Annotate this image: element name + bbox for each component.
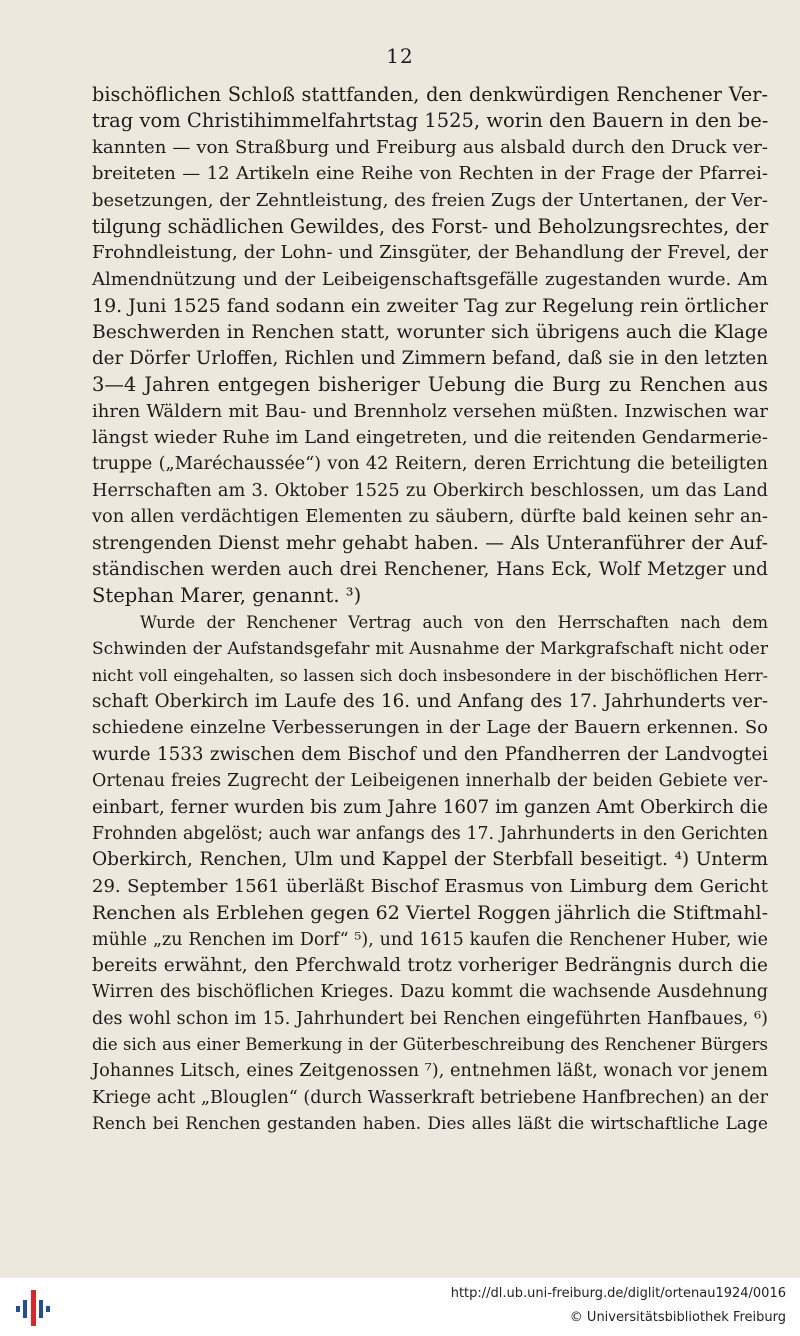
text-line: ihren Wäldern mit Bau- und Brennholz versehen müßten. Inzwischen war <box>92 400 768 422</box>
text-line: Almendnützung und der Leibeigenschaftsgefälle zugestanden wurde. Am <box>92 268 768 290</box>
text-line: einbart, ferner wurden bis zum Jahre 1607 im ganzen Amt Oberkirch die <box>92 796 768 818</box>
text-line: trag vom Christihimmelfahrtstag 1525, worin den Bauern in den be- <box>92 109 769 133</box>
text-line: kannten — von Straßburg und Freiburg aus alsbald durch den Druck ver- <box>92 136 768 158</box>
text-line: Kriege acht „Blouglen“ (durch Wasserkraft betriebene Hanfbrechen) an der <box>92 1087 768 1108</box>
text-line: Johannes Litsch, eines Zeitgenossen ⁷), entnehmen läßt, wonach vor jenem <box>92 1061 768 1082</box>
source-url-link[interactable]: http://dl.ub.uni-freiburg.de/diglit/ortenau1924/0016 <box>450 1286 786 1301</box>
text-line: breiteten — 12 Artikeln eine Reihe von Rechten in der Frage der Pfarrei- <box>92 163 768 185</box>
text-line: Frohndleistung, der Lohn- und Zinsgüter, der Behandlung der Frevel, der <box>92 242 768 264</box>
text-line: truppe („Maréchaussée“) von 42 Reitern, deren Errichtung die beteiligten <box>92 454 768 475</box>
text-line: tilgung schädlichen Gewildes, des Forst- und Beholzungsrechtes, der <box>92 214 769 238</box>
text-line: besetzungen, der Zehntleistung, des freien Zugs der Untertanen, der Ver- <box>92 189 768 211</box>
text-line: schiedene einzelne Verbesserungen in der Lage der Bauern erkennen. So <box>92 717 768 739</box>
text-line: 29. September 1561 überläßt Bischof Erasmus von Limburg dem Gericht <box>92 875 768 897</box>
text-line: bischöflichen Schloß stattfanden, den denkwürdigen Renchener Ver- <box>92 83 768 106</box>
library-footer <box>0 1278 800 1336</box>
text-line: die sich aus einer Bemerkung in der Güterbeschreibung des Renchener Bürgers <box>92 1035 768 1055</box>
text-line: Wirren des bischöflichen Krieges. Dazu kommt die wachsende Ausdehnung <box>92 982 768 1003</box>
text-line: 3—4 Jahren entgegen bisheriger Uebung die Burg zu Renchen aus <box>92 373 768 397</box>
text-line: Ortenau freies Zugrecht der Leibeigenen innerhalb der beiden Gebiete ver- <box>92 771 768 792</box>
body-text <box>92 82 768 1138</box>
text-line: schaft Oberkirch im Laufe des 16. und Anfang des 17. Jahrhunderts ver- <box>92 690 768 712</box>
text-line: wurde 1533 zwischen dem Bischof und den Pfandherren der Landvogtei <box>92 743 768 765</box>
page-number: 12 <box>386 44 414 68</box>
copyright-notice: © Universitätsbibliothek Freiburg <box>569 1310 786 1325</box>
text-line: mühle „zu Renchen im Dorf“ ⁵), und 1615 kaufen die Renchener Huber, wie <box>92 929 768 950</box>
text-line: Wurde der Renchener Vertrag auch von den Herrschaften nach dem <box>140 612 768 632</box>
text-line: nicht voll eingehalten, so lassen sich doch insbesondere in der bischöflichen Herr- <box>92 665 768 685</box>
text-line: Schwinden der Aufstandsgefahr mit Ausnahme der Markgrafschaft nicht oder <box>92 639 768 660</box>
text-line: des wohl schon im 15. Jahrhundert bei Renchen eingeführten Hanfbaues, ⁶) <box>92 1008 768 1029</box>
text-line: Frohnden abgelöst; auch war anfangs des 17. Jahrhunderts in den Gerichten <box>92 823 768 844</box>
text-line: der Dörfer Urloffen, Richlen und Zimmern befand, daß sie in den letzten <box>92 347 768 369</box>
text-line: von allen verdächtigen Elementen zu säubern, dürfte bald keinen sehr an- <box>92 507 768 528</box>
text-line: 19. Juni 1525 fand sodann ein zweiter Tag zur Regelung rein örtlicher <box>92 295 769 318</box>
text-line: längst wieder Ruhe im Land eingetreten, und die reitenden Gendarmerie- <box>92 427 768 449</box>
text-line: strengenden Dienst mehr gehabt haben. — Als Unteranführer der Auf- <box>92 532 768 554</box>
text-line: Stephan Marer, genannt. ³) <box>92 584 362 608</box>
text-line: Herrschaften am 3. Oktober 1525 zu Oberkirch beschlossen, um das Land <box>92 480 768 501</box>
text-line: bereits erwähnt, den Pferchwald trotz vorheriger Bedrängnis durch die <box>92 954 768 976</box>
text-line: Rench bei Renchen gestanden haben. Dies alles läßt die wirtschaftliche Lage <box>92 1114 768 1135</box>
text-line: Oberkirch, Renchen, Ulm und Kappel der Sterbfall beseitigt. ⁴) Unterm <box>92 849 768 871</box>
text-line: Beschwerden in Renchen statt, worunter sich übrigens auch die Klage <box>92 321 768 343</box>
text-line: Renchen als Erblehen gegen 62 Viertel Roggen jährlich die Stiftmahl- <box>92 902 768 925</box>
text-line: ständischen werden auch drei Renchener, Hans Eck, Wolf Metzger und <box>92 559 768 581</box>
ub-freiburg-logo-icon <box>14 1284 54 1330</box>
